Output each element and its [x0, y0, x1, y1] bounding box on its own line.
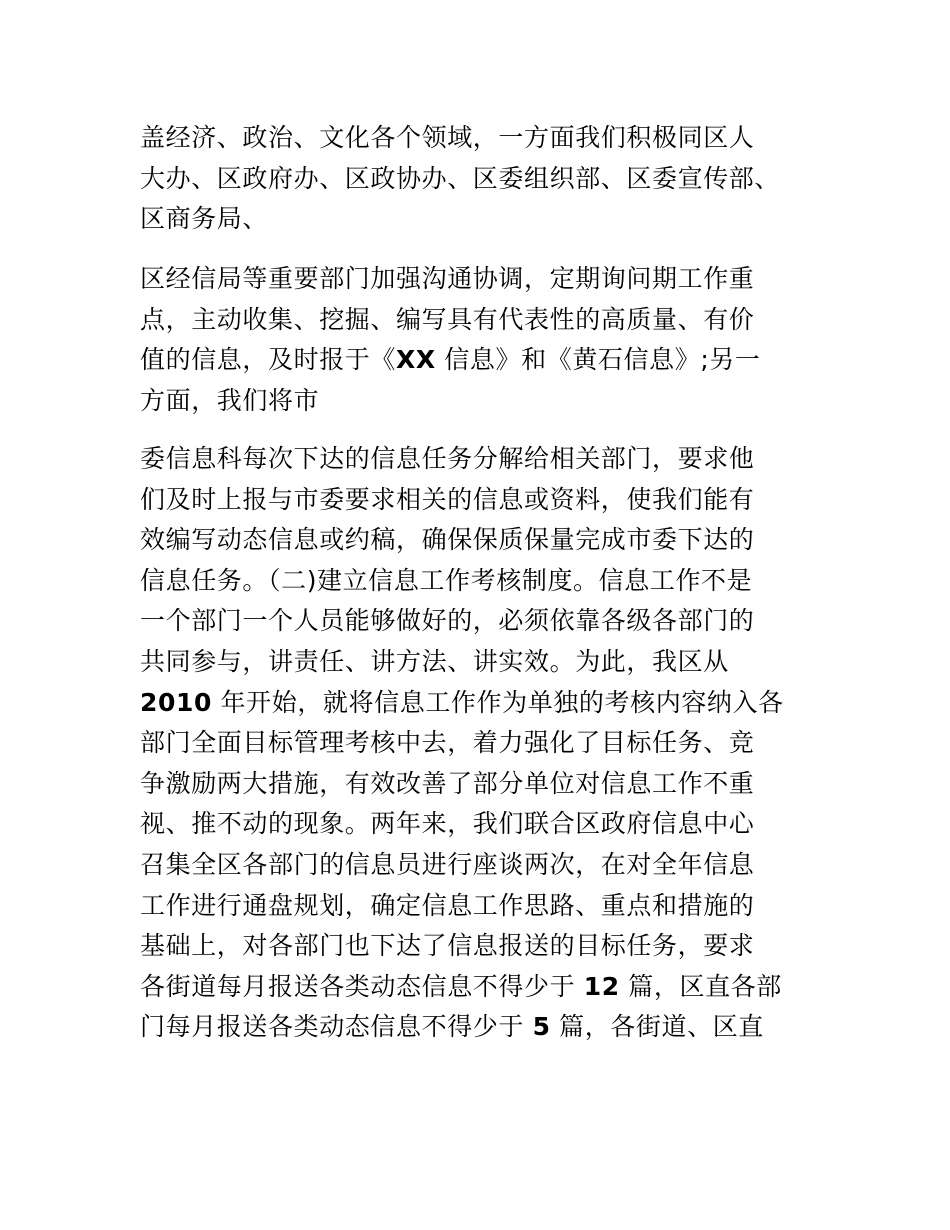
text-line: 召集全区各部门的信息员进行座谈两次，在对全年信息 — [140, 849, 755, 879]
text-line: 大办、区政府办、区政协办、区委组织部、区委宣传部、 — [140, 163, 781, 193]
text-line: 部门全面目标管理考核中去，着力强化了目标任务、竞 — [140, 728, 755, 758]
text-line: 区商务局、 — [140, 204, 269, 234]
text-line: 工作进行通盘规划，确定信息工作思路、重点和措施的 — [140, 890, 755, 920]
text-line: 信息任务。（二)建立信息工作考核制度。信息工作不是 — [140, 565, 753, 595]
paragraph — [140, 259, 820, 421]
text-line: 一个部门一个人员能够做好的，必须依靠各级各部门的 — [140, 606, 755, 636]
text-line: 值的信息，及时报于《XX 信息》和《黄石信息》;另一 — [140, 345, 761, 375]
text-line: 争激励两大措施，有效改善了部分单位对信息工作不重 — [140, 768, 755, 798]
paragraph — [140, 439, 820, 1048]
text-line: 各街道每月报送各类动态信息不得少于 12 篇，区直各部 — [140, 971, 782, 1001]
text-line: 委信息科每次下达的信息任务分解给相关部门，要求他 — [140, 444, 755, 473]
text-line: 视、推不动的现象。两年来，我们联合区政府信息中心 — [140, 809, 755, 839]
text-line: 共同参与，讲责任、讲方法、讲实效。为此，我区从 — [140, 646, 729, 676]
text-line: 2010 年开始，就将信息工作作为单独的考核内容纳入各 — [140, 687, 784, 717]
text-line: 方面，我们将市 — [140, 385, 320, 415]
text-line: 点，主动收集、挖掘、编写具有代表性的高质量、有价 — [140, 304, 755, 334]
text-line: 区经信局等重要部门加强沟通协调，定期询问期工作重 — [140, 264, 755, 293]
text-line: 效编写动态信息或约稿，确保保质保量完成市委下达的 — [140, 525, 755, 555]
text-line: 门每月报送各类动态信息不得少于 5 篇，各街道、区直 — [140, 1012, 764, 1042]
text-line: 盖经济、政治、文化各个领域，一方面我们积极同区人 — [140, 123, 755, 152]
paragraph — [140, 118, 820, 240]
text-line: 基础上，对各部门也下达了信息报送的目标任务，要求 — [140, 931, 755, 961]
text-line: 们及时上报与市委要求相关的信息或资料，使我们能有 — [140, 484, 755, 514]
